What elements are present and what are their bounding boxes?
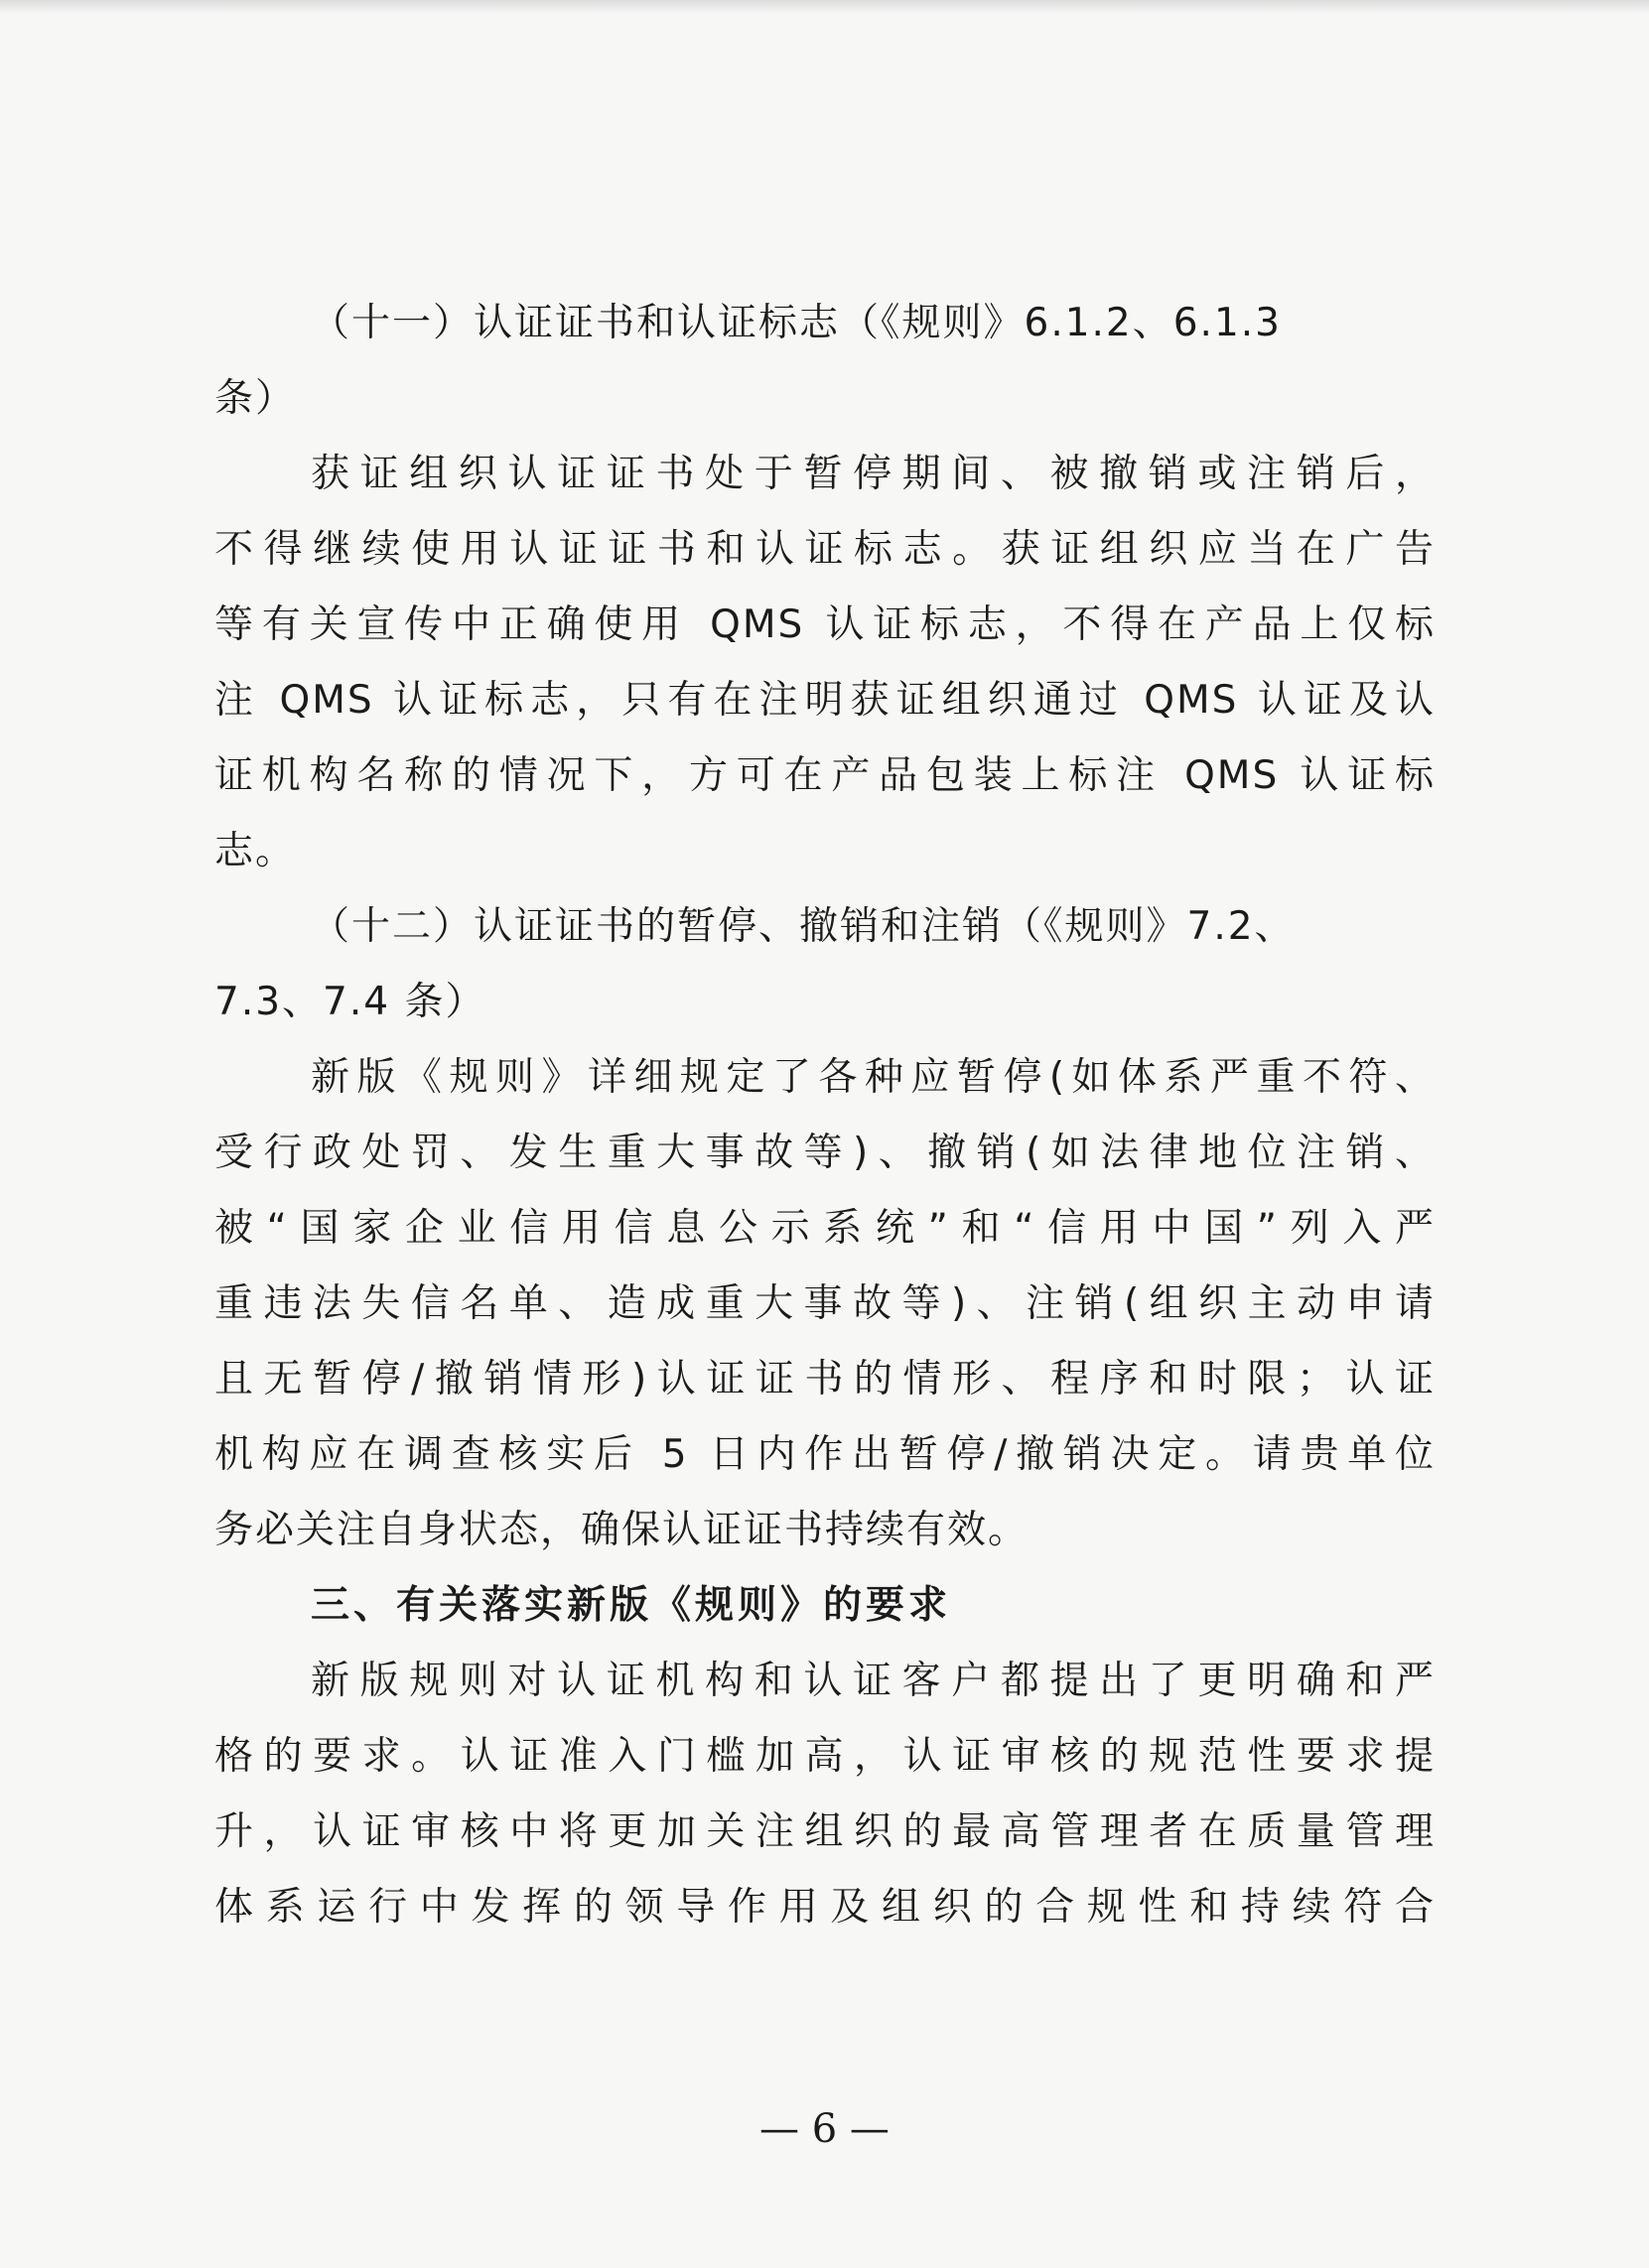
paragraph-line: 志。 [214,829,297,873]
paragraph-line: 新版规则对认证机构和认证客户都提出了更明确和严 [311,1659,1436,1703]
section-12-heading-line1: （十二）认证证书的暂停、撤销和注销（《规则》7.2、 [311,904,1296,949]
scan-edge [0,0,1649,14]
section-11-heading-line2: 条） [214,376,297,421]
section-3-heading: 三、有关落实新版《规则》的要求 [311,1583,952,1628]
paragraph-line: 务必关注自身状态，确保认证证书持续有效。 [214,1508,1030,1552]
paragraph-line: 证机构名称的情况下，方可在产品包装上标注 QMS 认证标 [214,753,1436,798]
paragraph-line: 注 QMS 认证标志，只有在注明获证组织通过 QMS 认证及认 [214,678,1436,723]
paragraph-line: 新版《规则》详细规定了各种应暂停(如体系严重不符、 [311,1055,1436,1100]
page-number: — 6 — [759,2106,890,2152]
paragraph-line: 格的要求。认证准入门槛加高，认证审核的规范性要求提 [214,1734,1436,1779]
paragraph-line: 机构应在调查核实后 5 日内作出暂停/撤销决定。请贵单位 [214,1432,1436,1477]
paragraph-line: 体系运行中发挥的领导作用及组织的合规性和持续符合 [214,1885,1436,1930]
section-11-heading-line1: （十一）认证证书和认证标志（《规则》6.1.2、6.1.3 [311,301,1282,345]
paragraph-line: 升，认证审核中将更加关注组织的最高管理者在质量管理 [214,1809,1436,1854]
paragraph-line: 受行政处罚、发生重大事故等)、撤销(如法律地位注销、 [214,1131,1436,1175]
section-12-heading-line2: 7.3、7.4 条） [214,980,486,1024]
paragraph-line: 重违法失信名单、造成重大事故等)、注销(组织主动申请 [214,1281,1436,1326]
paragraph-line: 不得继续使用认证证书和认证标志。获证组织应当在广告 [214,527,1436,572]
paragraph-line: 被“国家企业信用信息公示系统”和“信用中国”列入严 [214,1206,1436,1251]
paragraph-line: 等有关宣传中正确使用 QMS 认证标志，不得在产品上仅标 [214,602,1436,647]
paragraph-line: 且无暂停/撤销情形)认证证书的情形、程序和时限；认证 [214,1357,1436,1401]
paragraph-line: 获证组织认证证书处于暂停期间、被撤销或注销后， [311,452,1436,496]
